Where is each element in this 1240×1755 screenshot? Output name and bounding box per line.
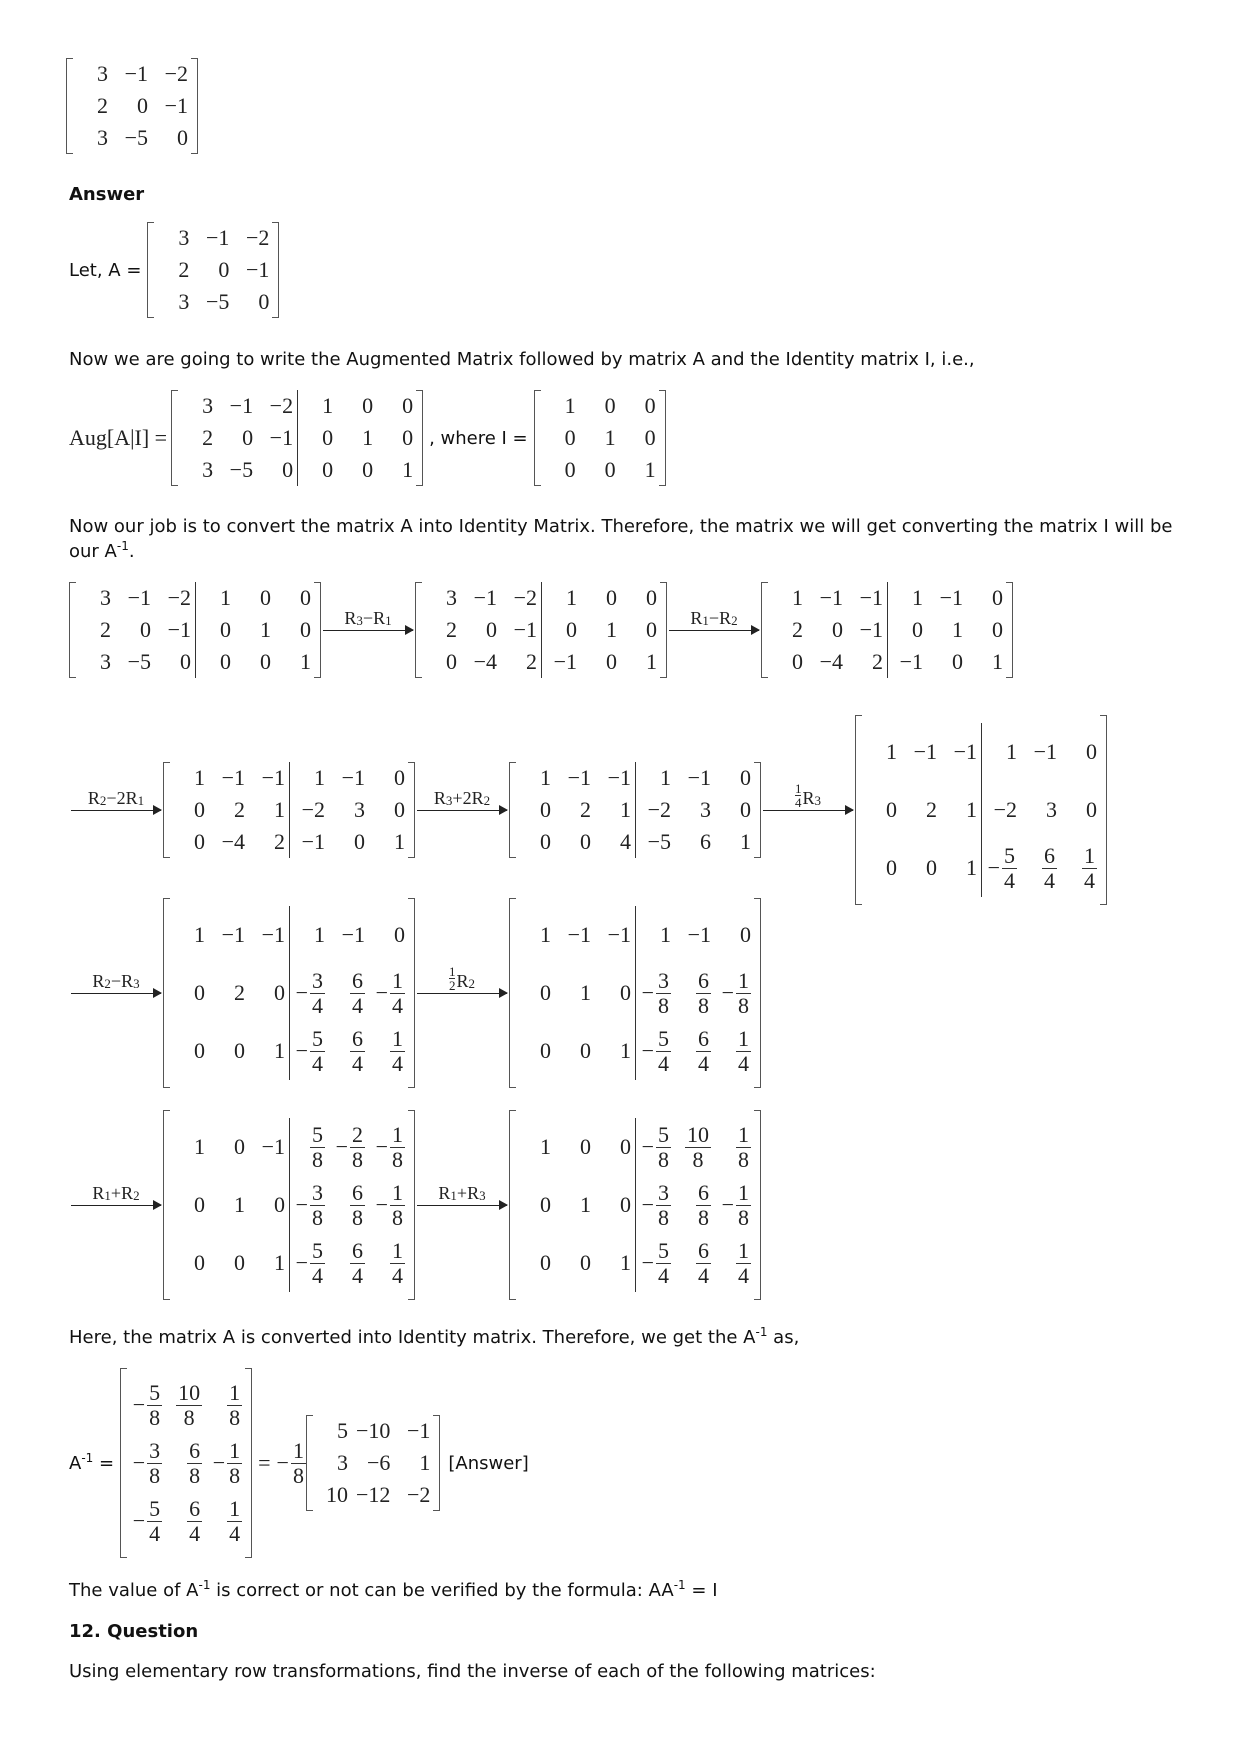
augmented-intro: Now we are going to write the Augmented Matrix followed by matrix A and the Identity matrix I, i.e., bbox=[69, 349, 975, 370]
matrix-cell: 0 bbox=[580, 1038, 591, 1063]
matrix-cell: 0 bbox=[194, 1250, 205, 1275]
matrix-cell: − $\frac{3}{8}$ bbox=[289, 1176, 329, 1234]
matrix-cell: −5 bbox=[635, 826, 675, 858]
matrix-cell: −1 bbox=[567, 922, 591, 947]
let-A-equation bbox=[69, 222, 279, 318]
matrix-cell: 1 bbox=[297, 390, 337, 422]
matrix-cell: $\frac{1}{8}$ bbox=[229, 1380, 241, 1430]
matrix-cell: 1 bbox=[792, 585, 803, 610]
matrix-cell: 1 bbox=[604, 425, 616, 450]
matrix-cell: $\frac{6}{8}$ bbox=[698, 968, 709, 1018]
matrix-cell: − $\frac{3}{8}$ bbox=[132, 1438, 161, 1488]
matrix-cell: 1 bbox=[540, 765, 551, 790]
matrix-cell: 1 bbox=[952, 617, 963, 642]
matrix-cell: 0 bbox=[992, 585, 1003, 610]
matrix-cell: 1 bbox=[194, 765, 205, 790]
matrix-cell: −2 bbox=[289, 794, 329, 826]
matrix-cell: 1 bbox=[300, 649, 311, 674]
matrix-cell: 2 bbox=[792, 617, 803, 642]
inverse-fraction-matrix bbox=[120, 1368, 252, 1558]
matrix-cell: $\frac{6}{4}$ bbox=[352, 968, 363, 1018]
matrix-cell: 0 bbox=[274, 980, 285, 1005]
let-label: Let, A = bbox=[69, 259, 142, 281]
matrix bbox=[163, 762, 415, 858]
matrix-cell: 0 bbox=[540, 1192, 551, 1217]
matrix-cell: 0 bbox=[297, 422, 337, 454]
matrix-cell: −5 bbox=[229, 457, 254, 482]
matrix-cell: 1 bbox=[620, 797, 631, 822]
matrix-cell: 0 bbox=[195, 614, 235, 646]
matrix-cell: 1 bbox=[635, 906, 675, 964]
matrix-cell: $\frac{6}{4}$ bbox=[352, 1026, 363, 1076]
matrix bbox=[306, 1415, 440, 1511]
matrix-cell: 0 bbox=[792, 649, 803, 674]
row-operation-arrow: 1 2 R 2 bbox=[417, 968, 507, 1018]
matrix-cell: 0 bbox=[300, 617, 311, 642]
matrix-cell: 0 bbox=[177, 125, 188, 150]
matrix-cell: 1 bbox=[274, 797, 285, 822]
matrix-cell: −1 bbox=[473, 585, 497, 610]
matrix bbox=[147, 222, 279, 318]
matrix-cell: 0 bbox=[540, 980, 551, 1005]
matrix-cell: 3 bbox=[178, 289, 190, 314]
matrix-cell: −1 bbox=[939, 585, 963, 610]
matrix-cell: 0 bbox=[540, 829, 551, 854]
matrix-cell: 1 bbox=[564, 393, 576, 418]
matrix-cell: 0 bbox=[282, 457, 294, 482]
matrix-cell: −12 bbox=[355, 1482, 391, 1507]
matrix-cell: 0 bbox=[886, 855, 897, 880]
matrix-cell: 0 bbox=[402, 425, 414, 450]
matrix-cell: 0 bbox=[540, 1038, 551, 1063]
matrix-cell: −1 bbox=[687, 922, 711, 947]
matrix-cell: −5 bbox=[127, 649, 151, 674]
matrix-cell: −1 bbox=[887, 646, 927, 678]
matrix-cell: 0 bbox=[394, 797, 405, 822]
matrix-cell: − $\frac{3}{8}$ bbox=[635, 964, 675, 1022]
matrix bbox=[761, 582, 1013, 678]
matrix-cell: 0 bbox=[300, 585, 311, 610]
matrix-cell: 1 bbox=[362, 425, 374, 450]
problem-matrix bbox=[66, 58, 198, 154]
matrix-cell: 0 bbox=[194, 1038, 205, 1063]
matrix-cell: −1 bbox=[221, 922, 245, 947]
augmented-equation bbox=[69, 390, 666, 486]
matrix-cell: 0 bbox=[362, 457, 374, 482]
matrix bbox=[509, 762, 761, 858]
matrix bbox=[534, 390, 666, 486]
matrix-cell: 1 bbox=[289, 762, 329, 794]
matrix-cell: − $\frac{5}{4}$ bbox=[132, 1496, 161, 1546]
answer-heading: Answer bbox=[69, 184, 145, 205]
matrix-cell: 0 bbox=[580, 1250, 591, 1275]
matrix-cell: −1 bbox=[953, 739, 977, 764]
matrix-cell: 1 bbox=[194, 1134, 205, 1159]
matrix-cell: − $\frac{5}{4}$ bbox=[981, 839, 1021, 897]
matrix-cell: 1 bbox=[646, 649, 657, 674]
matrix-cell: −1 bbox=[164, 93, 188, 118]
matrix-cell: −5 bbox=[205, 289, 230, 314]
matrix-cell: −4 bbox=[221, 829, 245, 854]
matrix-cell: 1 bbox=[234, 1192, 245, 1217]
matrix-cell: 0 bbox=[297, 454, 337, 486]
matrix-cell: −1 bbox=[607, 922, 631, 947]
matrix-cell: $\frac{6}{8}$ bbox=[352, 1180, 363, 1230]
matrix-cell: 2 bbox=[926, 797, 937, 822]
aug-matrix bbox=[171, 390, 423, 486]
matrix-cell: 1 bbox=[541, 582, 581, 614]
matrix-cell: −5 bbox=[124, 125, 148, 150]
steps-row-4 bbox=[69, 1110, 761, 1300]
matrix-cell: 1 bbox=[606, 617, 617, 642]
matrix-cell: 1 bbox=[195, 582, 235, 614]
matrix-cell: 0 bbox=[887, 614, 927, 646]
matrix-cell: − $\frac{5}{4}$ bbox=[635, 1022, 675, 1080]
matrix-cell: −1 bbox=[1033, 739, 1057, 764]
matrix-cell: −2 bbox=[269, 393, 294, 418]
matrix-cell: −1 bbox=[819, 585, 843, 610]
matrix-cell: $\frac{1}{4}$ bbox=[1084, 843, 1095, 893]
matrix-cell: 0 bbox=[486, 617, 497, 642]
matrix-cell: 3 bbox=[336, 1450, 348, 1475]
matrix-cell: −2 bbox=[164, 61, 188, 86]
matrix-cell: − $\frac{5}{8}$ bbox=[132, 1380, 161, 1430]
steps-row-2 bbox=[69, 715, 1107, 905]
matrix-cell: 1 bbox=[966, 855, 977, 880]
matrix-cell: −1 bbox=[269, 425, 294, 450]
inverse-integer-matrix bbox=[306, 1415, 440, 1511]
matrix-cell: 0 bbox=[1086, 797, 1097, 822]
matrix-cell: −1 bbox=[513, 617, 537, 642]
matrix-cell: 0 bbox=[194, 980, 205, 1005]
matrix-cell: − $\frac{1}{4}$ bbox=[375, 968, 403, 1018]
matrix-cell: 1 bbox=[887, 582, 927, 614]
matrix-cell: 0 bbox=[234, 1134, 245, 1159]
matrix-cell: − $\frac{3}{8}$ bbox=[635, 1176, 675, 1234]
matrix-cell: $\frac{5}{8}$ bbox=[289, 1118, 329, 1176]
matrix-cell: 1 bbox=[289, 906, 329, 964]
matrix-cell: 0 bbox=[402, 393, 414, 418]
matrix-cell: − $\frac{3}{4}$ bbox=[289, 964, 329, 1022]
matrix-cell: 0 bbox=[260, 649, 271, 674]
row-operation-arrow: R 3 +2R 2 bbox=[417, 785, 507, 835]
matrix-cell: 2 bbox=[234, 797, 245, 822]
matrix-cell: $\frac{10}{8}$ bbox=[178, 1380, 201, 1430]
matrix-cell: 3 bbox=[202, 457, 214, 482]
matrix-cell: 1 bbox=[620, 1250, 631, 1275]
inverse-equation: $A^{-1}$ = − $\frac{5}{8}$ $\frac{10}{8}$ $\frac{1}{8}$ − $\frac{3}{8}$ $\frac{6}{8}$ − $\frac{1}{8}$ − $\frac{5}{4}$ $\frac{6}{4}$ $\frac{1}{4}$ = − $\frac{1}{8}$ 5 −10 −1 3 −6 1 10 −12 −2 [Answer] bbox=[69, 1368, 529, 1558]
matrix-cell: 0 bbox=[740, 922, 751, 947]
matrix-cell: 0 bbox=[541, 614, 581, 646]
matrix-cell: 0 bbox=[540, 797, 551, 822]
matrix-cell: −1 bbox=[859, 585, 883, 610]
aug-label: Aug[A|I] = bbox=[69, 425, 168, 450]
matrix-cell: 0 bbox=[740, 797, 751, 822]
matrix-cell: 0 bbox=[580, 829, 591, 854]
matrix-cell: −1 bbox=[261, 922, 285, 947]
matrix-cell: 1 bbox=[580, 1192, 591, 1217]
row-operation-arrow: R 3 −R 1 bbox=[323, 605, 413, 655]
matrix-cell: −1 bbox=[229, 393, 254, 418]
matrix-cell: $\frac{6}{4}$ bbox=[1044, 843, 1055, 893]
matrix-cell: $\frac{1}{4}$ bbox=[392, 1026, 403, 1076]
matrix-cell: − $\frac{1}{8}$ bbox=[375, 1180, 403, 1230]
row-operation-arrow: R 1 +R 3 bbox=[417, 1180, 507, 1230]
matrix-cell: −1 bbox=[607, 765, 631, 790]
matrix-A bbox=[147, 222, 279, 318]
matrix-cell: −1 bbox=[406, 1418, 431, 1443]
matrix-cell: − $\frac{2}{8}$ bbox=[335, 1122, 363, 1172]
matrix-cell: 2 bbox=[234, 980, 245, 1005]
matrix-cell: $\frac{1}{4}$ bbox=[738, 1026, 749, 1076]
matrix-cell: 0 bbox=[260, 585, 271, 610]
matrix-cell: −1 bbox=[167, 617, 191, 642]
matrix-cell: 2 bbox=[100, 617, 111, 642]
matrix-cell: 1 bbox=[194, 922, 205, 947]
matrix-cell: 0 bbox=[620, 980, 631, 1005]
row-operation-arrow: R 1 +R 2 bbox=[71, 1180, 161, 1230]
matrix-cell: 0 bbox=[362, 393, 374, 418]
matrix-cell: 0 bbox=[644, 393, 656, 418]
matrix-cell: − $\frac{5}{8}$ bbox=[635, 1118, 675, 1176]
matrix-cell: 0 bbox=[234, 1038, 245, 1063]
matrix-cell: 1 bbox=[394, 829, 405, 854]
verify-text: The value of $A^{-1}$ is correct or not can be verified by the formula: $AA^{-1} = I$ bbox=[69, 1578, 718, 1601]
where-label: , where I = bbox=[429, 427, 528, 449]
matrix-cell: 1 bbox=[274, 1038, 285, 1063]
matrix-cell: 0 bbox=[564, 425, 576, 450]
matrix-cell: −1 bbox=[124, 61, 148, 86]
matrix-cell: 1 bbox=[274, 1250, 285, 1275]
matrix bbox=[415, 582, 667, 678]
steps-row-3 bbox=[69, 898, 761, 1088]
matrix-cell: 2 bbox=[446, 617, 457, 642]
matrix-cell: 1 bbox=[260, 617, 271, 642]
matrix-cell: 1 bbox=[886, 739, 897, 764]
convert-text: Now our job is to convert the matrix A into Identity Matrix. Therefore, the matrix we will get converting the matrix I will be our $A^{-1}$. bbox=[69, 516, 1173, 562]
matrix-cell: 0 bbox=[194, 1192, 205, 1217]
steps-row-1 bbox=[69, 582, 1013, 678]
result-text: Here, the matrix A is converted into Identity matrix. Therefore, we get the $A^{-1}$ as, bbox=[69, 1325, 800, 1348]
matrix-cell: $\frac{6}{4}$ bbox=[698, 1238, 709, 1288]
matrix-cell: 3 bbox=[100, 649, 111, 674]
matrix-cell: 3 bbox=[97, 61, 108, 86]
matrix-cell: 0 bbox=[218, 257, 230, 282]
matrix-cell: −1 bbox=[245, 257, 270, 282]
matrix-cell: 0 bbox=[137, 93, 148, 118]
matrix-cell: 0 bbox=[140, 617, 151, 642]
matrix-cell: 4 bbox=[620, 829, 631, 854]
matrix-cell: $\frac{6}{8}$ bbox=[698, 1180, 709, 1230]
matrix-cell: 0 bbox=[620, 1192, 631, 1217]
matrix bbox=[69, 582, 321, 678]
row-operation-arrow: R 2 −R 3 bbox=[71, 968, 161, 1018]
matrix-cell: 0 bbox=[194, 797, 205, 822]
matrix-cell: 1 bbox=[620, 1038, 631, 1063]
matrix-cell: 3 bbox=[1046, 797, 1057, 822]
matrix bbox=[163, 1110, 415, 1300]
matrix-cell: − $\frac{1}{8}$ bbox=[375, 1122, 403, 1172]
matrix-cell: 2 bbox=[202, 425, 214, 450]
matrix-cell: −1 bbox=[859, 617, 883, 642]
matrix-cell: 2 bbox=[526, 649, 537, 674]
matrix-cell: 0 bbox=[242, 425, 254, 450]
matrix-cell: − $\frac{5}{4}$ bbox=[289, 1022, 329, 1080]
matrix-cell: 1 bbox=[635, 762, 675, 794]
row-operation-arrow: R 2 −2R 1 bbox=[71, 785, 161, 835]
matrix bbox=[163, 898, 415, 1088]
matrix-cell: 0 bbox=[604, 393, 616, 418]
matrix-cell: −1 bbox=[567, 765, 591, 790]
matrix-cell: 0 bbox=[394, 765, 405, 790]
matrix-cell: − $\frac{5}{4}$ bbox=[289, 1234, 329, 1292]
matrix-cell: −2 bbox=[513, 585, 537, 610]
matrix-cell: $\frac{6}{4}$ bbox=[189, 1496, 201, 1546]
matrix-cell: 0 bbox=[564, 457, 576, 482]
matrix-cell: −1 bbox=[341, 922, 365, 947]
matrix-cell: 1 bbox=[740, 829, 751, 854]
matrix-cell: 3 bbox=[700, 797, 711, 822]
matrix-cell: 0 bbox=[195, 646, 235, 678]
matrix bbox=[855, 715, 1107, 905]
matrix-cell: 0 bbox=[580, 1134, 591, 1159]
matrix-cell: 3 bbox=[354, 797, 365, 822]
matrix-cell: 0 bbox=[952, 649, 963, 674]
matrix-cell: 6 bbox=[700, 829, 711, 854]
matrix-cell: 2 bbox=[178, 257, 190, 282]
matrix-cell: 0 bbox=[646, 585, 657, 610]
matrix bbox=[509, 898, 761, 1088]
matrix-cell: −10 bbox=[355, 1418, 391, 1443]
row-operation-arrow: 1 4 R 3 bbox=[763, 785, 853, 835]
row-operation-arrow: R 1 −R 2 bbox=[669, 605, 759, 655]
matrix-cell: 0 bbox=[258, 289, 270, 314]
matrix-cell: $\frac{6}{8}$ bbox=[189, 1438, 201, 1488]
matrix-cell: −2 bbox=[406, 1482, 431, 1507]
matrix-cell: 0 bbox=[1086, 739, 1097, 764]
matrix-cell: −2 bbox=[167, 585, 191, 610]
matrix-cell: −1 bbox=[205, 225, 230, 250]
matrix-cell: 1 bbox=[981, 723, 1021, 781]
matrix-cell: 3 bbox=[97, 125, 108, 150]
matrix-cell: 5 bbox=[336, 1418, 348, 1443]
matrix-cell: 2 bbox=[274, 829, 285, 854]
matrix bbox=[509, 1110, 761, 1300]
matrix-cell: 0 bbox=[740, 765, 751, 790]
identity-matrix bbox=[534, 390, 666, 486]
matrix-cell: 0 bbox=[604, 457, 616, 482]
matrix-cell: −1 bbox=[913, 739, 937, 764]
matrix bbox=[120, 1368, 252, 1558]
matrix-cell: 0 bbox=[180, 649, 191, 674]
matrix-cell: −2 bbox=[245, 225, 270, 250]
matrix-cell: −1 bbox=[261, 1134, 285, 1159]
matrix-cell: 0 bbox=[992, 617, 1003, 642]
matrix-cell: 0 bbox=[194, 829, 205, 854]
matrix-cell: $\frac{1}{4}$ bbox=[738, 1238, 749, 1288]
matrix-cell: 0 bbox=[446, 649, 457, 674]
matrix-cell: − $\frac{5}{4}$ bbox=[635, 1234, 675, 1292]
matrix-cell: 0 bbox=[234, 1250, 245, 1275]
matrix-cell: 3 bbox=[100, 585, 111, 610]
question-heading: 12. Question bbox=[69, 1621, 199, 1642]
matrix-cell: $\frac{1}{8}$ bbox=[738, 1122, 749, 1172]
matrix-cell: 0 bbox=[606, 649, 617, 674]
scalar: − $\frac{1}{8}$ bbox=[276, 1438, 304, 1488]
matrix-cell: 1 bbox=[966, 797, 977, 822]
matrix-cell: 2 bbox=[872, 649, 883, 674]
matrix-cell: −1 bbox=[261, 765, 285, 790]
question-text: Using elementary row transformations, find the inverse of each of the following matrices: bbox=[69, 1661, 876, 1682]
matrix-cell: 0 bbox=[646, 617, 657, 642]
matrix-cell: 1 bbox=[540, 1134, 551, 1159]
answer-tag: [Answer] bbox=[448, 1452, 529, 1474]
matrix-cell: 2 bbox=[580, 797, 591, 822]
matrix-cell: −4 bbox=[819, 649, 843, 674]
matrix-cell: $\frac{1}{4}$ bbox=[229, 1496, 241, 1546]
matrix-cell: $\frac{6}{4}$ bbox=[698, 1026, 709, 1076]
matrix-cell: 0 bbox=[394, 922, 405, 947]
matrix bbox=[171, 390, 423, 486]
matrix-cell: 0 bbox=[540, 1250, 551, 1275]
matrix-cell: 0 bbox=[274, 1192, 285, 1217]
matrix-cell: − $\frac{1}{8}$ bbox=[212, 1438, 241, 1488]
matrix-cell: 1 bbox=[992, 649, 1003, 674]
matrix-cell: − $\frac{1}{8}$ bbox=[721, 968, 749, 1018]
matrix-cell: 1 bbox=[644, 457, 656, 482]
matrix-cell: 1 bbox=[540, 922, 551, 947]
matrix-cell: 1 bbox=[580, 980, 591, 1005]
matrix-cell: $\frac{1}{4}$ bbox=[392, 1238, 403, 1288]
matrix-cell: 0 bbox=[606, 585, 617, 610]
inverse-label: $A^{-1}$ = bbox=[69, 1450, 115, 1474]
matrix-cell: −4 bbox=[473, 649, 497, 674]
matrix-cell: $\frac{6}{4}$ bbox=[352, 1238, 363, 1288]
matrix-cell: 0 bbox=[620, 1134, 631, 1159]
matrix-cell: 0 bbox=[886, 797, 897, 822]
matrix-cell: 10 bbox=[325, 1482, 348, 1507]
matrix-cell: 1 bbox=[419, 1450, 431, 1475]
matrix-cell: 3 bbox=[446, 585, 457, 610]
matrix-cell: 0 bbox=[926, 855, 937, 880]
matrix-cell: $\frac{10}{8}$ bbox=[687, 1122, 709, 1172]
matrix-cell: 0 bbox=[354, 829, 365, 854]
matrix-cell: −2 bbox=[981, 781, 1021, 839]
matrix-cell: −1 bbox=[541, 646, 581, 678]
matrix-cell: 3 bbox=[202, 393, 214, 418]
matrix bbox=[66, 58, 198, 154]
matrix-cell: −1 bbox=[341, 765, 365, 790]
matrix-cell: −1 bbox=[127, 585, 151, 610]
matrix-cell: 0 bbox=[832, 617, 843, 642]
matrix-cell: −2 bbox=[635, 794, 675, 826]
matrix-cell: 2 bbox=[97, 93, 108, 118]
matrix-cell: 1 bbox=[402, 457, 414, 482]
matrix-cell: 0 bbox=[644, 425, 656, 450]
matrix-cell: 3 bbox=[178, 225, 190, 250]
matrix-cell: −1 bbox=[289, 826, 329, 858]
matrix-cell: − $\frac{1}{8}$ bbox=[721, 1180, 749, 1230]
matrix-cell: −1 bbox=[221, 765, 245, 790]
matrix-cell: −6 bbox=[366, 1450, 391, 1475]
matrix-cell: −1 bbox=[687, 765, 711, 790]
